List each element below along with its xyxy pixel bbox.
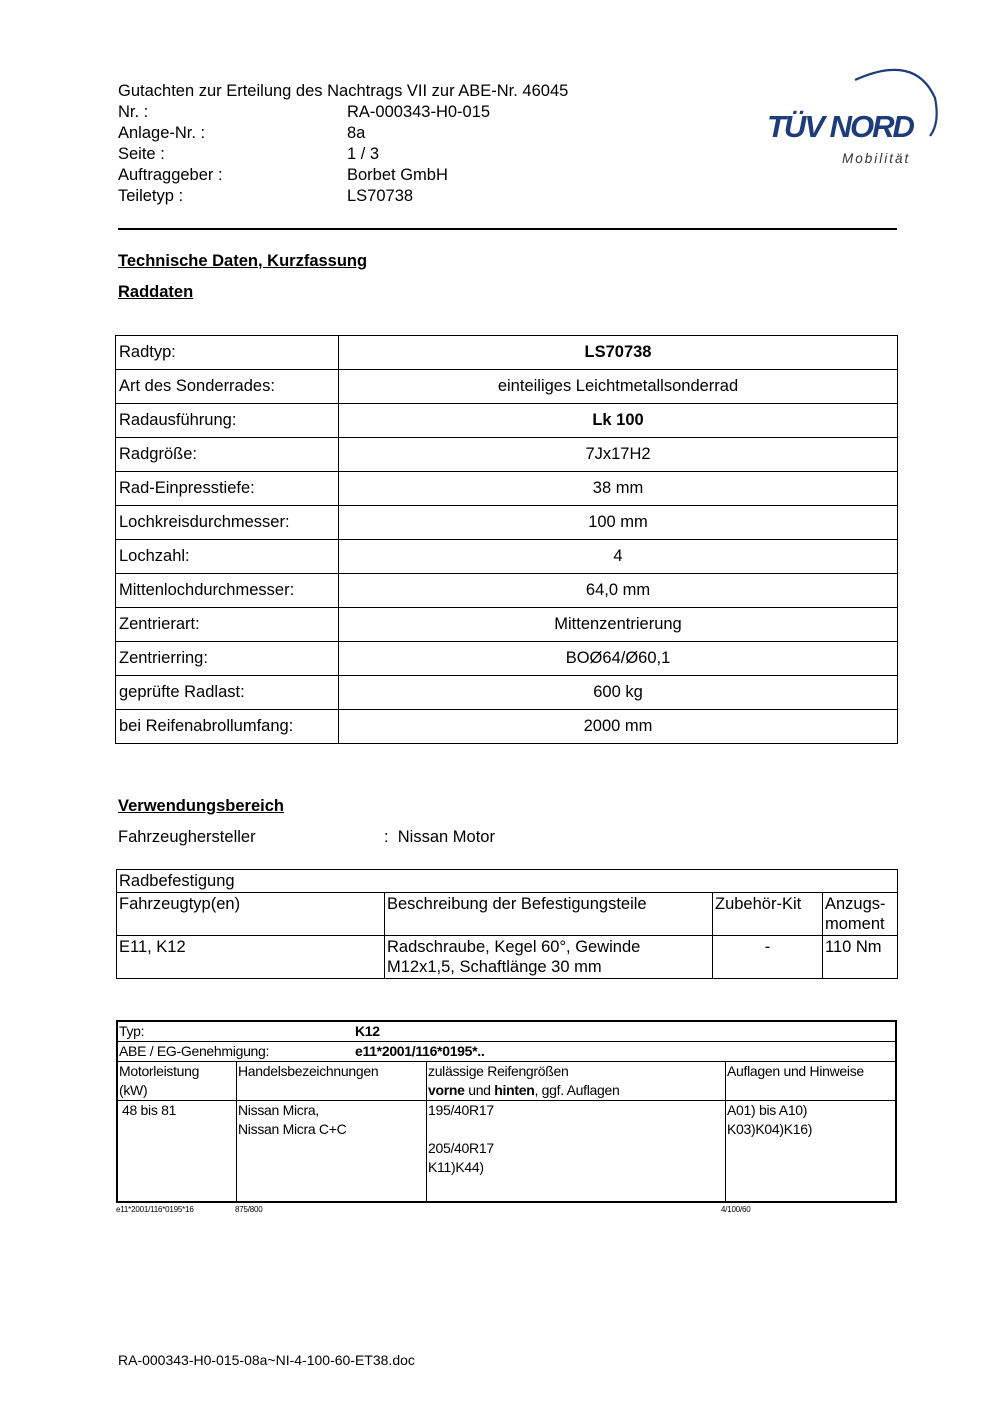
raddaten-value: 64,0 mm xyxy=(339,574,898,608)
cell-handel-1: Nissan Micra, xyxy=(238,1102,319,1118)
table-row xyxy=(117,1101,896,1202)
raddaten-value: 4 xyxy=(339,540,898,574)
typ-label: Typ: xyxy=(119,1023,145,1039)
header-row xyxy=(118,144,568,165)
typ-table xyxy=(116,1020,897,1203)
cell-moment: 110 Nm xyxy=(823,936,898,979)
cell-reifen-2: 205/40R17 xyxy=(428,1140,494,1156)
raddaten-label: Zentrierring: xyxy=(116,642,339,676)
raddaten-value: Lk 100 xyxy=(339,404,898,438)
logo-brand: TÜV NORD xyxy=(767,109,913,144)
cell-motor: 48 bis 81 xyxy=(117,1101,237,1202)
typ-footnote-3: 4/100/60 xyxy=(721,1205,751,1214)
table-row xyxy=(116,506,898,540)
col-reifen-hinten: hinten xyxy=(494,1082,535,1098)
raddaten-label: Radausführung: xyxy=(116,404,339,438)
header-row-value: LS70738 xyxy=(347,187,414,205)
raddaten-value: Mittenzentrierung xyxy=(339,608,898,642)
raddaten-label: Rad-Einpresstiefe: xyxy=(116,472,339,506)
col-motor xyxy=(117,1062,237,1101)
cell-handel xyxy=(237,1101,427,1202)
table-row xyxy=(116,404,898,438)
cell-auflagen xyxy=(726,1101,897,1202)
col-handel: Handelsbezeichnungen xyxy=(237,1062,427,1101)
col-fahrzeugtyp: Fahrzeugtyp(en) xyxy=(117,893,385,936)
header-row-value: 1 / 3 xyxy=(347,145,380,163)
col-reifen-1: zulässige Reifengrößen xyxy=(428,1063,569,1079)
cell-auflagen-1: A01) bis A10) xyxy=(727,1102,808,1118)
header-row xyxy=(118,102,568,123)
col-auflagen: Auflagen und Hinweise xyxy=(726,1062,897,1101)
col-reifen xyxy=(427,1062,726,1101)
raddaten-value: BOØ64/Ø60,1 xyxy=(339,642,898,676)
raddaten-label: Radgröße: xyxy=(116,438,339,472)
document-footer: RA-000343-H0-015-08a~NI-4-100-60-ET38.doc xyxy=(118,1352,415,1368)
col-anzugsmoment-2: moment xyxy=(825,915,885,933)
typ-row xyxy=(117,1021,896,1042)
raddaten-value: 38 mm xyxy=(339,472,898,506)
cell-reifen xyxy=(427,1101,726,1202)
header-row xyxy=(118,123,568,144)
cell-kit: - xyxy=(713,936,823,979)
table-row xyxy=(116,370,898,404)
header-row-label: Nr. : xyxy=(118,103,149,121)
header-row xyxy=(118,165,568,186)
table-header-row xyxy=(117,893,898,936)
logo-subtitle: Mobilität xyxy=(842,151,911,166)
hersteller-value: Nissan Motor xyxy=(397,828,495,846)
header-row xyxy=(118,186,568,207)
radbefestigung-table xyxy=(116,869,898,979)
raddaten-value: 2000 mm xyxy=(339,710,898,744)
section-title-verwendung: Verwendungsbereich xyxy=(118,797,284,815)
table-row xyxy=(116,540,898,574)
raddaten-value: 600 kg xyxy=(339,676,898,710)
header-row-label: Seite : xyxy=(118,145,165,163)
raddaten-value: einteiliges Leichtmetallsonderrad xyxy=(339,370,898,404)
raddaten-label: Lochkreisdurchmesser: xyxy=(116,506,339,540)
cell-beschreibung xyxy=(385,936,713,979)
raddaten-value: LS70738 xyxy=(339,336,898,370)
header-row-value: 8a xyxy=(347,124,366,142)
cell-reifen-3: K11)K44) xyxy=(428,1159,484,1175)
typ-footnote-2: 875/800 xyxy=(235,1205,263,1214)
tuv-nord-logo xyxy=(765,58,945,173)
radbefestigung-title: Radbefestigung xyxy=(117,870,898,893)
col-motor-1: Motorleistung xyxy=(119,1063,200,1079)
typ-value: K12 xyxy=(355,1023,380,1039)
table-row xyxy=(116,608,898,642)
col-anzugsmoment-1: Anzugs- xyxy=(825,895,886,913)
col-reifen-vorne: vorne xyxy=(428,1082,465,1098)
col-reifen-rest: , ggf. Auflagen xyxy=(534,1082,620,1098)
abe-row xyxy=(117,1042,896,1062)
table-row xyxy=(116,472,898,506)
cell-auflagen-2: K03)K04)K16) xyxy=(727,1121,813,1137)
col-reifen-und: und xyxy=(464,1082,495,1098)
table-row xyxy=(116,574,898,608)
table-row xyxy=(117,936,898,979)
header-row-value: RA-000343-H0-015 xyxy=(347,103,491,121)
section-title-raddaten: Raddaten xyxy=(118,283,194,301)
header-row-label: Teiletyp : xyxy=(118,187,184,205)
raddaten-value: 100 mm xyxy=(339,506,898,540)
typ-header-row xyxy=(117,1062,896,1101)
table-row xyxy=(116,642,898,676)
document-title: Gutachten zur Erteilung des Nachtrags VII zur ABE-Nr. 46045 xyxy=(118,82,569,100)
col-motor-2: (kW) xyxy=(119,1082,148,1098)
raddaten-label: Mittenlochdurchmesser: xyxy=(116,574,339,608)
header-divider xyxy=(118,228,897,230)
header-row-label: Anlage-Nr. : xyxy=(118,124,206,142)
table-row xyxy=(116,438,898,472)
header-row-value: Borbet GmbH xyxy=(347,166,448,184)
table-row xyxy=(116,676,898,710)
table-row xyxy=(116,336,898,370)
cell-typ: E11, K12 xyxy=(117,936,385,979)
abe-value: e11*2001/116*0195*.. xyxy=(355,1043,485,1059)
hersteller-value-line xyxy=(384,828,495,847)
abe-label: ABE / EG-Genehmigung: xyxy=(119,1043,270,1059)
hersteller-sep: : xyxy=(384,828,389,846)
cell-handel-2: Nissan Micra C+C xyxy=(238,1121,347,1137)
raddaten-label: bei Reifenabrollumfang: xyxy=(116,710,339,744)
typ-footnote-1: e11*2001/116*0195*16 xyxy=(116,1205,194,1214)
document-header xyxy=(118,81,568,207)
col-beschreibung: Beschreibung der Befestigungsteile xyxy=(385,893,713,936)
raddaten-label: Art des Sonderrades: xyxy=(116,370,339,404)
section-title-tech: Technische Daten, Kurzfassung xyxy=(118,252,368,270)
hersteller-line xyxy=(118,828,256,847)
raddaten-label: Zentrierart: xyxy=(116,608,339,642)
col-zubehoer: Zubehör-Kit xyxy=(713,893,823,936)
raddaten-table xyxy=(115,335,898,744)
cell-beschreibung-1: Radschraube, Kegel 60°, Gewinde xyxy=(387,938,641,956)
cell-beschreibung-2: M12x1,5, Schaftlänge 30 mm xyxy=(387,958,602,976)
hersteller-label: Fahrzeughersteller xyxy=(118,828,256,846)
header-row-label: Auftraggeber : xyxy=(118,166,223,184)
raddaten-label: geprüfte Radlast: xyxy=(116,676,339,710)
table-row xyxy=(116,710,898,744)
raddaten-label: Radtyp: xyxy=(116,336,339,370)
raddaten-label: Lochzahl: xyxy=(116,540,339,574)
raddaten-value: 7Jx17H2 xyxy=(339,438,898,472)
cell-reifen-1: 195/40R17 xyxy=(428,1102,494,1118)
col-anzugsmoment xyxy=(823,893,898,936)
